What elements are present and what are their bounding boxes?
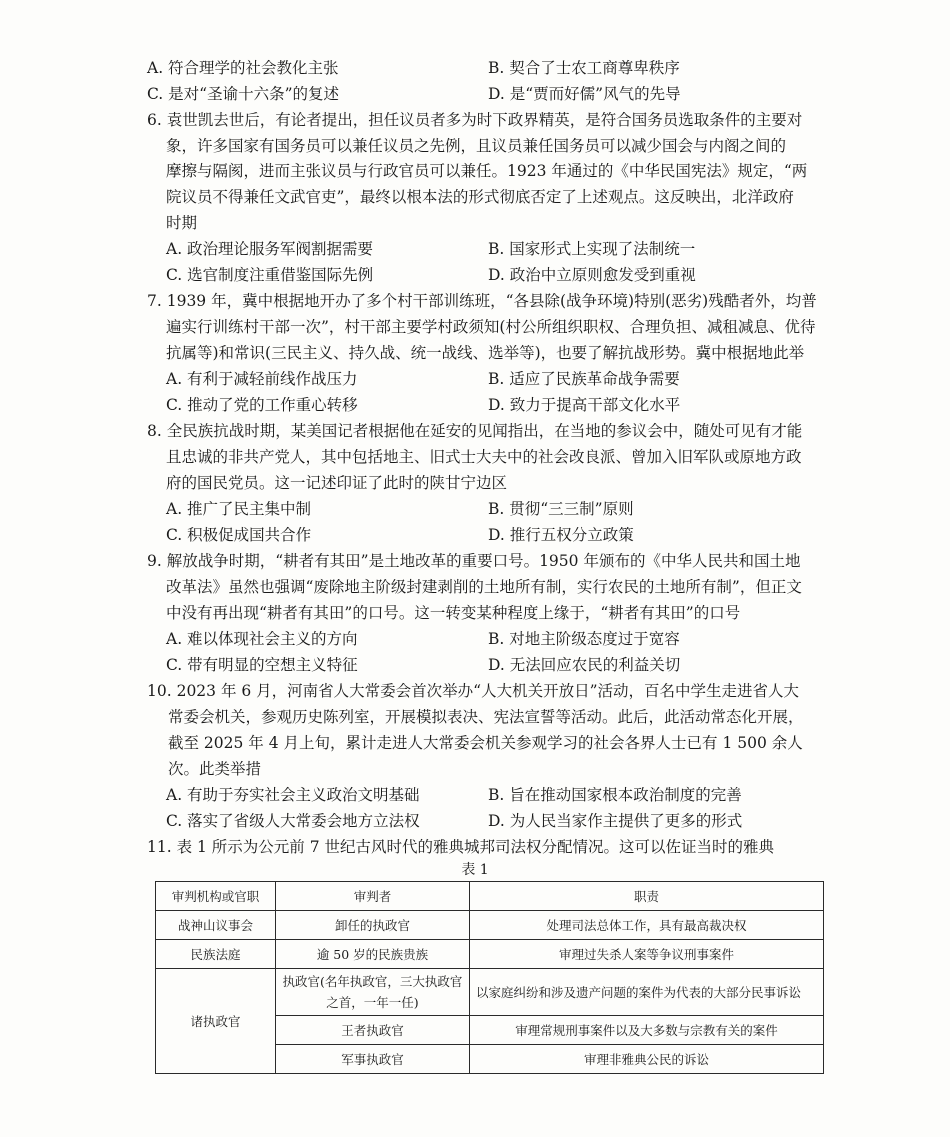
- cell-duty: 审理常规刑事案件以及大多数与宗教有关的案件: [470, 1016, 824, 1045]
- q10-option-c: C. 落实了省级人大常委会地方立法权: [166, 812, 420, 830]
- q10-stem-line-1: 10. 2023 年 6 月，河南省人大常委会首次举办“人大机关开放日”活动，百名中学生走进省人大: [147, 682, 800, 700]
- q7-option-d: D. 致力于提高干部文化水平: [488, 396, 681, 414]
- q7-option-c: C. 推动了党的工作重心转移: [166, 396, 358, 414]
- cell-judge: 执政官(名年执政官，三大执政官之首，一年一任): [276, 969, 470, 1016]
- q10-stem-line-2: 常委会机关，参观历史陈列室，开展模拟表决、宪法宣誓等活动。此后，此活动常态化开展，: [168, 708, 804, 726]
- cell-duty: 以家庭纠纷和涉及遗产问题的案件为代表的大部分民事诉讼: [470, 969, 824, 1016]
- header-court: 审判机构或官职: [156, 882, 276, 911]
- option-d: D. 是“贾而好儒”风气的先导: [488, 85, 681, 103]
- q8-option-b: B. 贯彻“三三制”原则: [488, 500, 634, 518]
- q7-option-a: A. 有利于减轻前线作战压力: [166, 370, 358, 388]
- q9-option-c: C. 带有明显的空想主义特征: [166, 656, 358, 674]
- q6-option-d: D. 政治中立原则愈发受到重视: [488, 266, 696, 284]
- cell-judge: 王者执政官: [276, 1016, 470, 1045]
- q6-stem-line-2: 象，许多国家有国务员可以兼任议员之先例，且议员兼任国务员可以减少国会与内阁之间的: [166, 137, 787, 155]
- q7-stem-line-3: 抗属等)和常识(三民主义、持久战、统一战线、选举等)，也要了解抗战形势。冀中根据地此举: [166, 344, 805, 362]
- q8-stem-line-3: 府的国民党员。这一记述印证了此时的陕甘宁边区: [166, 474, 508, 492]
- cell-court-group: 诸执政官: [156, 969, 276, 1074]
- q6-option-a: A. 政治理论服务军阀割据需要: [166, 240, 374, 258]
- q10-stem-line-4: 次。此类举措: [168, 760, 262, 778]
- q8-option-a: A. 推广了民主集中制: [166, 500, 312, 518]
- q6-stem-line-1: 6. 袁世凯去世后，有论者提出，担任议员者多为时下政界精英，是符合国务员选取条件的主要对: [147, 111, 803, 129]
- q8-option-d: D. 推行五权分立政策: [488, 526, 634, 544]
- q10-option-a: A. 有助于夯实社会主义政治文明基础: [166, 786, 420, 804]
- q9-stem-line-2: 改革法》虽然也强调“废除地主阶级封建剥削的土地所有制，实行农民的土地所有制”，但正文: [166, 578, 802, 596]
- cell-duty: 处理司法总体工作，具有最高裁决权: [470, 911, 824, 940]
- cell-judge: 逾 50 岁的民族贵族: [276, 940, 470, 969]
- option-c: C. 是对“圣谕十六条”的复述: [147, 85, 340, 103]
- q9-option-a: A. 难以体现社会主义的方向: [166, 630, 358, 648]
- q9-option-d: D. 无法回应农民的利益关切: [488, 656, 681, 674]
- q7-stem-line-1: 7. 1939 年，冀中根据地开办了多个村干部训练班，“各县除(战争环境)特别(恶劣)残酷者外，均普: [147, 292, 817, 310]
- q8-option-c: C. 积极促成国共合作: [166, 526, 312, 544]
- q9-stem-line-3: 中没有再出现“耕者有其田”的口号。这一转变某种程度上缘于，“耕者有其田”的口号: [166, 604, 741, 622]
- cell-court: 民族法庭: [156, 940, 276, 969]
- header-duty: 职责: [470, 882, 824, 911]
- q7-stem-line-2: 遍实行训练村干部一次”，村干部主要学村政须知(村公所组织职权、合理负担、减租减息、优待: [166, 318, 816, 336]
- q6-option-b: B. 国家形式上实现了法制统一: [488, 240, 696, 258]
- court-jurisdiction-table: [155, 881, 824, 1074]
- cell-judge: 军事执政官: [276, 1045, 470, 1074]
- q10-option-d: D. 为人民当家作主提供了更多的形式: [488, 812, 743, 830]
- q6-stem-line-4: 院议员不得兼任文武官吏”，最终以根本法的形式彻底否定了上述观点。这反映出，北洋政府: [166, 188, 794, 206]
- table-row: [156, 940, 824, 969]
- cell-duty: 审理非雅典公民的诉讼: [470, 1045, 824, 1074]
- q6-option-c: C. 选官制度注重借鉴国际先例: [166, 266, 374, 284]
- q10-option-b: B. 旨在推动国家根本政治制度的完善: [488, 786, 742, 804]
- table-header-row: [156, 882, 824, 911]
- q8-stem-line-1: 8. 全民族抗战时期，某美国记者根据他在延安的见闻指出，在当地的参议会中，随处可见有才能: [147, 422, 803, 440]
- q8-stem-line-2: 且忠诚的非共产党人，其中包括地主、旧式士大夫中的社会改良派、曾加入旧军队或原地方政: [166, 448, 802, 466]
- table-row: [156, 969, 824, 1016]
- q9-option-b: B. 对地主阶级态度过于宽容: [488, 630, 680, 648]
- cell-duty: 审理过失杀人案等争议刑事案件: [470, 940, 824, 969]
- q6-stem-line-3: 摩擦与隔阂，进而主张议员与行政官员可以兼任。1923 年通过的《中华民国宪法》规定，“两: [166, 162, 808, 180]
- q10-stem-line-3: 截至 2025 年 4 月上旬，累计走进人大常委会机关参观学习的社会各界人士已有 1 500 余人: [168, 734, 803, 752]
- q9-stem-line-1: 9. 解放战争时期，“耕者有其田”是土地改革的重要口号。1950 年颁布的《中华人民共和国土地: [147, 552, 801, 570]
- cell-court: 战神山议事会: [156, 911, 276, 940]
- option-b: B. 契合了士农工商尊卑秩序: [488, 59, 680, 77]
- q11-stem: 11. 表 1 所示为公元前 7 世纪古风时代的雅典城邦司法权分配情况。这可以佐证当时的雅典: [147, 838, 775, 856]
- q6-stem-line-5: 时期: [166, 214, 198, 232]
- header-judge: 审判者: [276, 882, 470, 911]
- cell-judge: 卸任的执政官: [276, 911, 470, 940]
- table-caption: 表 1: [461, 862, 489, 878]
- option-a: A. 符合理学的社会教化主张: [147, 59, 339, 77]
- q7-option-b: B. 适应了民族革命战争需要: [488, 370, 680, 388]
- table-row: [156, 911, 824, 940]
